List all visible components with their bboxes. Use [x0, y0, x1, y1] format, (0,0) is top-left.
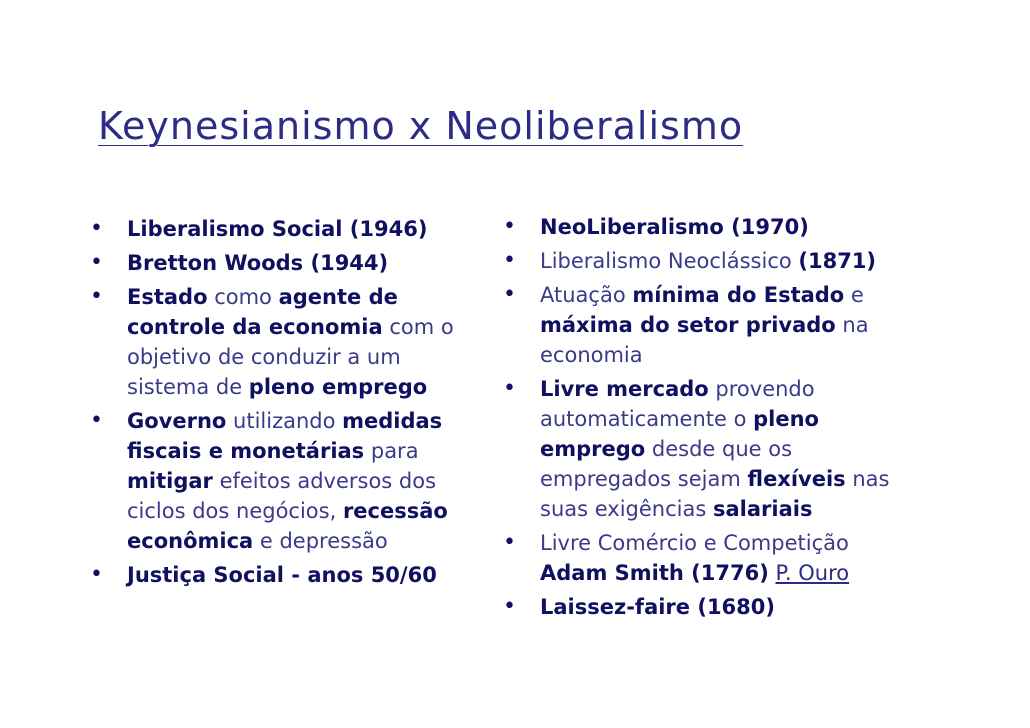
- item-text: Liberalismo Neoclássico: [540, 249, 799, 273]
- bold-text: pleno emprego: [540, 407, 819, 461]
- left-column-list: [90, 214, 470, 594]
- right-list-item: [503, 212, 903, 242]
- bold-text: recessão econômica: [127, 499, 448, 553]
- slide-title: Keynesianismo x Neoliberalismo: [98, 104, 744, 148]
- bold-text: NeoLiberalismo (1970): [540, 215, 809, 239]
- bullet-icon: •: [90, 250, 103, 275]
- bullet-icon: •: [90, 408, 103, 433]
- bold-text: medidas fiscais e monetárias: [127, 409, 443, 463]
- item-text: como: [207, 285, 279, 309]
- bullet-icon: •: [90, 562, 103, 587]
- item-text: com o objetivo de conduzir a um sistema de: [127, 315, 454, 399]
- left-list-item: [90, 282, 470, 402]
- bullet-icon: •: [503, 376, 516, 401]
- item-text: utilizando: [226, 409, 343, 433]
- left-list-item: [90, 248, 470, 278]
- left-list-item: [90, 560, 470, 590]
- bullet-icon: •: [90, 216, 103, 241]
- item-text: para: [364, 439, 419, 463]
- right-list-item: [503, 280, 903, 370]
- item-text: provendo automaticamente o: [540, 377, 815, 431]
- bullet-icon: •: [503, 214, 516, 239]
- bold-text: Justiça Social - anos 50/60: [127, 563, 437, 587]
- item-text: e depressão: [253, 529, 388, 553]
- bold-text: Bretton Woods (1944): [127, 251, 389, 275]
- item-text: Livre Comércio e Competição: [540, 531, 849, 555]
- bold-text: Governo: [127, 409, 227, 433]
- bullet-icon: •: [503, 282, 516, 307]
- bullet-icon: •: [90, 284, 103, 309]
- bullet-icon: •: [503, 530, 516, 555]
- bold-text: flexíveis: [747, 467, 846, 491]
- bold-text: mínima do Estado: [632, 283, 845, 307]
- bullet-icon: •: [503, 594, 516, 619]
- item-text: e: [844, 283, 864, 307]
- bold-text: mitigar: [127, 469, 213, 493]
- left-list-item: [90, 406, 470, 556]
- item-text: nas suas exigências: [540, 467, 890, 521]
- bold-text: máxima do setor privado: [540, 313, 836, 337]
- item-text: desde que os empregados sejam: [540, 437, 793, 491]
- item-text: efeitos adversos dos ciclos dos negócios,: [127, 469, 437, 523]
- bold-text: pleno emprego: [248, 375, 428, 399]
- bold-text: Livre mercado: [540, 377, 709, 401]
- bullet-icon: •: [503, 248, 516, 273]
- right-list-item: [503, 528, 903, 588]
- item-text: na economia: [540, 313, 869, 367]
- right-column-list: [503, 212, 903, 626]
- bold-text: Laissez-faire (1680): [540, 595, 775, 619]
- right-list-item: [503, 374, 903, 524]
- bold-text: agente de controle da economia: [127, 285, 398, 339]
- bold-text: Liberalismo Social (1946): [127, 217, 428, 241]
- item-text: Atuação: [540, 283, 633, 307]
- right-list-item: [503, 246, 903, 276]
- left-list-item: [90, 214, 470, 244]
- bold-text: salariais: [712, 497, 813, 521]
- bold-text: Estado: [127, 285, 208, 309]
- link-text[interactable]: P. Ouro: [775, 561, 850, 585]
- bold-text: (1871): [798, 249, 877, 273]
- bold-text: Adam Smith (1776): [540, 561, 769, 585]
- right-list-item: [503, 592, 903, 622]
